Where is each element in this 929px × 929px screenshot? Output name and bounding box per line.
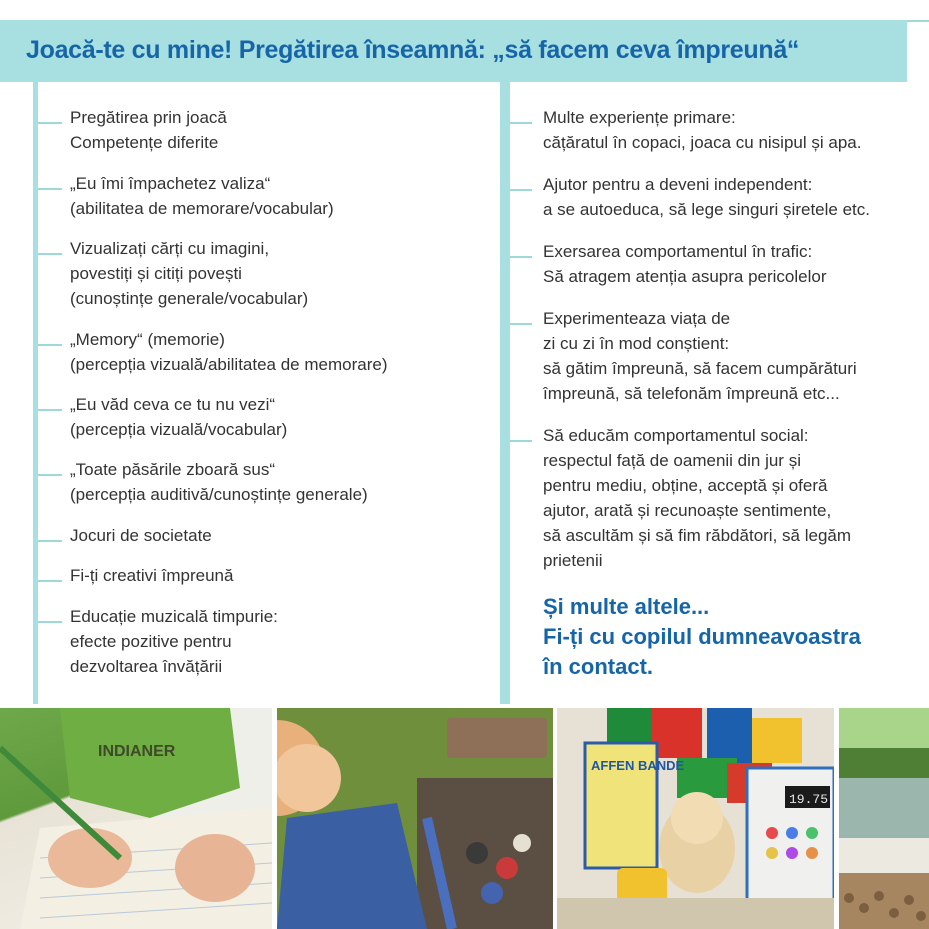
item-line: Jocuri de societate bbox=[70, 526, 212, 545]
left-column-rule bbox=[33, 82, 38, 704]
game-box-title: AFFEN BANDE bbox=[591, 758, 685, 773]
top-rule-decoration bbox=[907, 20, 929, 22]
playground-scene-icon bbox=[839, 708, 929, 929]
photo-child-painting bbox=[277, 708, 553, 929]
item-line: „Toate păsările zboară sus“ bbox=[70, 460, 276, 479]
item-line: Vizualizați cărți cu imagini, bbox=[70, 239, 270, 258]
item-line: împreună, să telefonăm împreună etc... bbox=[543, 384, 840, 403]
item-line: ajutor, arată și recunoaște sentimente, bbox=[543, 501, 832, 520]
shirt-print: INDIANER bbox=[98, 743, 176, 760]
photo-child-writing bbox=[0, 708, 272, 929]
item-line: a se autoeduca, să lege singuri șiretele etc. bbox=[543, 200, 870, 219]
item-line: „Eu văd ceva ce tu nu vezi“ bbox=[70, 395, 276, 414]
item-line: Să educăm comportamentul social: bbox=[543, 426, 809, 445]
item-line: cățăratul în copaci, joaca cu nisipul și apa. bbox=[543, 133, 862, 152]
photo-strip bbox=[0, 704, 929, 929]
item-line: „Memory“ (memorie) bbox=[70, 330, 225, 349]
cta-line: Fi-ți cu copilul dumneavoastra bbox=[543, 624, 861, 649]
item-line: Ajutor pentru a deveni independent: bbox=[543, 175, 813, 194]
bullet-tick bbox=[510, 122, 532, 124]
bullet-tick bbox=[510, 440, 532, 442]
item-line: Multe experiențe primare: bbox=[543, 108, 736, 127]
bullet-tick bbox=[38, 621, 62, 623]
cta-line: Și multe altele... bbox=[543, 594, 710, 619]
painting-scene-icon bbox=[277, 708, 553, 929]
bullet-tick bbox=[38, 474, 62, 476]
writing-scene-icon bbox=[0, 708, 272, 929]
item-line: să ascultăm și să fim răbdători, să legăm bbox=[543, 526, 852, 545]
item-line: Fi-ți creativi împreună bbox=[70, 566, 234, 585]
bullet-tick bbox=[510, 256, 532, 258]
photo-toys bbox=[557, 708, 834, 929]
item-line: „Eu îmi împachetez valiza“ bbox=[70, 174, 271, 193]
toys-scene-icon bbox=[557, 708, 834, 929]
item-line: Exersarea comportamentul în trafic: bbox=[543, 242, 813, 261]
bullet-tick bbox=[38, 409, 62, 411]
bullet-tick bbox=[38, 580, 62, 582]
cta-line: în contact. bbox=[543, 654, 654, 679]
call-to-action bbox=[543, 592, 861, 682]
item-line: (abilitatea de memorare/vocabular) bbox=[70, 199, 334, 218]
column-divider bbox=[500, 82, 510, 704]
item-line: dezvoltarea învățării bbox=[70, 657, 223, 676]
item-line: pentru mediu, obține, acceptă și oferă bbox=[543, 476, 828, 495]
bullet-tick bbox=[38, 540, 62, 542]
item-line: Educație muzicală timpurie: bbox=[70, 607, 278, 626]
item-line: povestiți și citiți povești bbox=[70, 264, 242, 283]
item-line: (percepția vizuală/abilitatea de memorare) bbox=[70, 355, 388, 374]
item-line: Experimenteaza viața de bbox=[543, 309, 731, 328]
item-line: (percepția auditivă/cunoștințe generale) bbox=[70, 485, 368, 504]
item-line: (cunoștințe generale/vocabular) bbox=[70, 289, 309, 308]
bullet-tick bbox=[38, 188, 62, 190]
item-line: efecte pozitive pentru bbox=[70, 632, 232, 651]
item-line: respectul față de oamenii din jur și bbox=[543, 451, 801, 470]
item-line: (percepția vizuală/vocabular) bbox=[70, 420, 288, 439]
bullet-tick bbox=[38, 122, 62, 124]
bullet-tick bbox=[38, 253, 62, 255]
title-banner bbox=[0, 20, 907, 82]
photo-playground bbox=[839, 708, 929, 929]
bullet-tick bbox=[38, 344, 62, 346]
item-line: Pregătirea prin joacă bbox=[70, 108, 227, 127]
item-line: prietenii bbox=[543, 551, 603, 570]
item-line: Competențe diferite bbox=[70, 133, 219, 152]
item-line: zi cu zi în mod conștient: bbox=[543, 334, 730, 353]
bullet-tick bbox=[510, 189, 532, 191]
page-title: Joacă-te cu mine! Pregătirea înseamnă: „să facem ceva împreună“ bbox=[26, 36, 800, 64]
bullet-tick bbox=[510, 323, 532, 325]
register-display: 19.75 bbox=[789, 792, 829, 807]
item-line: Să atragem atenția asupra pericolelor bbox=[543, 267, 827, 286]
item-line: să gătim împreună, să facem cumpărături bbox=[543, 359, 857, 378]
